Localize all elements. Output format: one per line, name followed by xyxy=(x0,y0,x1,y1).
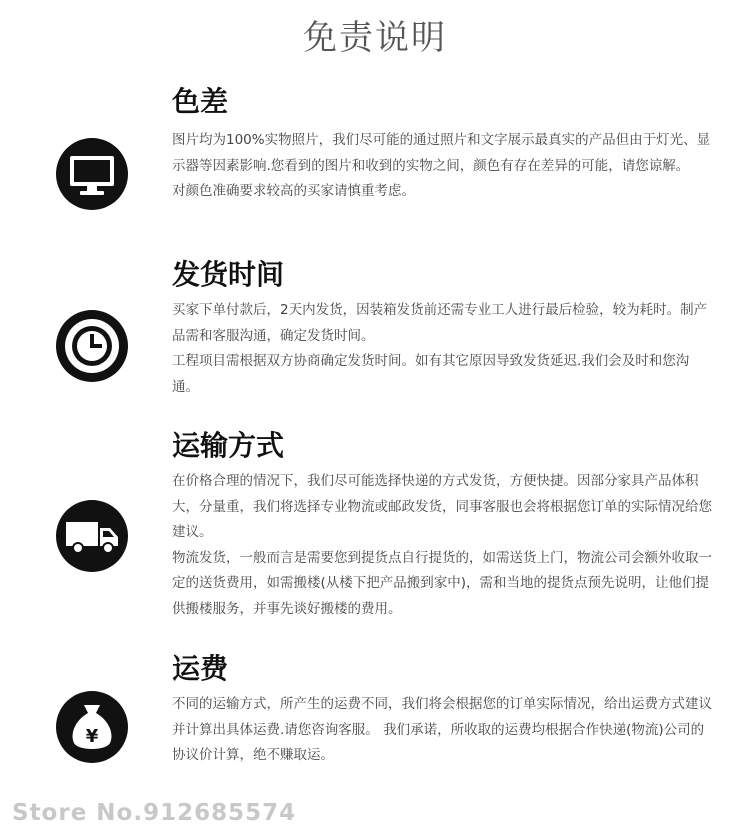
monitor-icon xyxy=(56,138,128,210)
section-body xyxy=(172,692,712,769)
paragraph: 图片均为100%实物照片，我们尽可能的通过照片和文字展示最真实的产品但由于灯光、显示器等因素影响.您看到的图片和收到的实物之间，颜色有存在差异的可能，请您谅解。 xyxy=(172,132,711,174)
clock-icon xyxy=(56,310,128,382)
paragraph: 物流发货，一般而言是需要您到提货点自行提货的，如需送货上门，物流公司会额外收取一定的送货费用，如需搬楼(从楼下把产品搬到家中)，需和当地的提货点预先说明，让他们提供搬楼服务，并事先谈好搬楼的费用。 xyxy=(172,549,712,617)
paragraph: 在价格合理的情况下，我们尽可能选择快递的方式发货，方便快捷。因部分家具产品体积大，分量重，我们将选择专业物流或邮政发货，同事客服也会将根据您订单的实际情况给您建议。 xyxy=(172,473,712,540)
section-body xyxy=(172,128,712,205)
yen-glyph: ¥ xyxy=(85,726,99,747)
truck-icon xyxy=(56,500,128,572)
store-number-watermark: Store No.912685574 xyxy=(12,800,297,826)
section-heading: 色差 xyxy=(172,85,229,118)
section-body xyxy=(172,298,712,400)
section-body xyxy=(172,469,712,622)
section-heading: 运费 xyxy=(172,652,229,685)
paragraph: 对颜色准确要求较高的买家请慎重考虑。 xyxy=(172,183,415,199)
paragraph: 工程项目需根据双方协商确定发货时间。如有其它原因导致发货延迟.我们会及时和您沟通。 xyxy=(172,353,690,395)
money-bag-icon xyxy=(56,691,128,763)
section-heading: 运输方式 xyxy=(172,429,285,462)
paragraph: 买家下单付款后，2天内发货，因装箱发货前还需专业工人进行最后检验，较为耗时。制产品需和客服沟通，确定发货时间。 xyxy=(172,302,708,344)
paragraph: 不同的运输方式，所产生的运费不同，我们将会根据您的订单实际情况，给出运费方式建议并计算出具体运费.请您咨询客服。 我们承诺，所收取的运费均根据合作快递(物流)公司的协议价计算，绝不赚取运。 xyxy=(172,696,712,763)
section-heading: 发货时间 xyxy=(172,258,285,291)
page-title: 免责说明 xyxy=(303,18,447,58)
